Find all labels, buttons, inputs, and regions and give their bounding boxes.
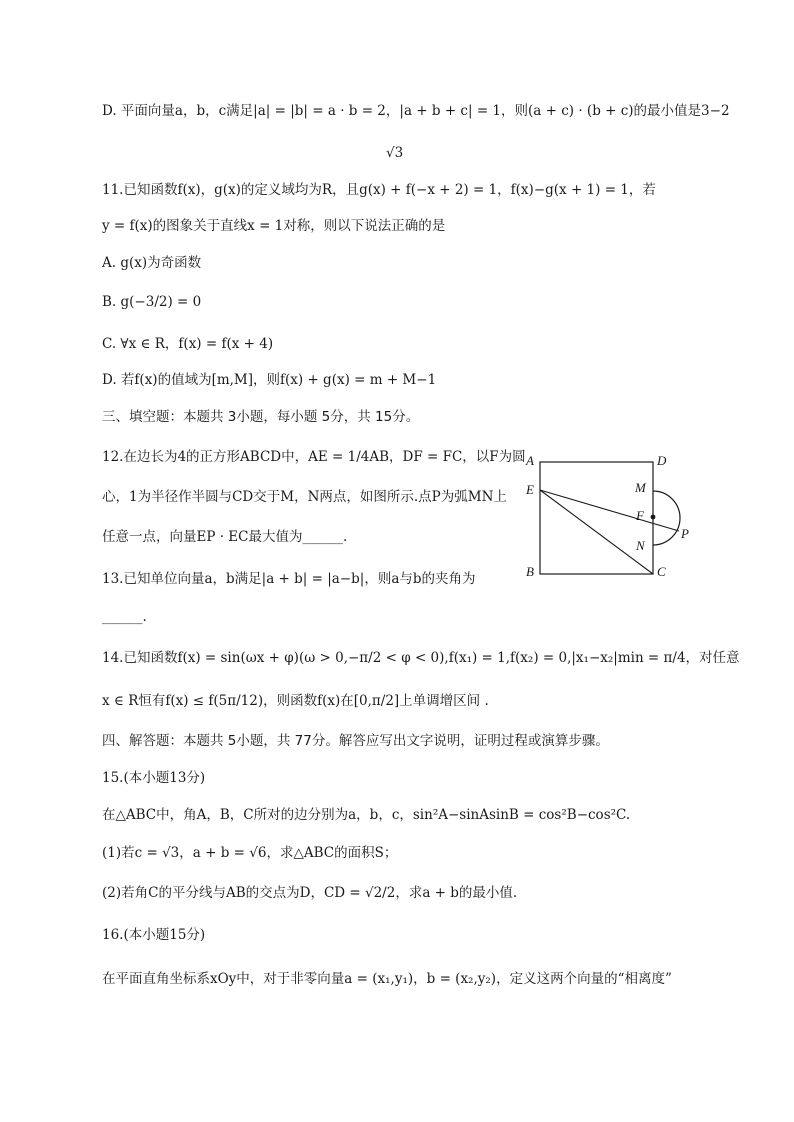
q14-stem-1: 14.已知函数f(x) = sin(ωx + φ)(ω > 0,−π/2 < φ < 0),f(x₁) = 1,f(x₂) = 0,|x₁−x₂|min = π/4，对任意 <box>102 650 740 666</box>
section-3-heading: 三、填空题：本题共 3小题，每小题 5分，共 15分。 <box>102 409 420 425</box>
label-d: D <box>657 453 667 468</box>
label-c: C <box>657 564 666 579</box>
q15-part-1: (1)若c = √3，a + b = √6，求△ABC的面积S； <box>102 845 398 861</box>
label-f: F <box>636 508 644 523</box>
q11-option-a: A. g(x)为奇函数 <box>102 255 202 271</box>
segment-ec <box>540 490 653 574</box>
q16-stem: 在平面直角坐标系xOy中，对于非零向量a = (x₁,y₁)，b = (x₂,y₂)，定义这两个向量的“相离度” <box>102 971 672 987</box>
square-figure <box>518 448 698 588</box>
q10-option-d: D. 平面向量a，b，c满足|a| = |b| = a · b = 2，|a + b + c| = 1，则(a + c) · (b + c)的最小值是3−2 <box>102 103 730 119</box>
label-m: M <box>635 480 646 495</box>
q12-stem-2: 心，1为半径作半圆与CD交于M，N两点，如图所示.点P为弧MN上 <box>102 489 507 505</box>
section-4-heading: 四、解答题：本题共 5小题，共 77分。解答应写出文字说明，证明过程或演算步骤。 <box>102 733 609 749</box>
q12-stem-1: 12.在边长为4的正方形ABCD中，AE = 1/4AB，DF = FC，以F为圆 <box>102 449 526 465</box>
q15-part-2: (2)若角C的平分线与AB的交点为D，CD = √2/2，求a + b的最小值. <box>102 885 518 901</box>
q14-stem-2: x ∈ R恒有f(x) ≤ f(5π/12)，则函数f(x)在[0,π/2]上单调增区间 . <box>102 693 489 709</box>
label-p: P <box>681 526 689 541</box>
label-a: A <box>526 453 534 468</box>
semicircle-arc <box>653 491 680 545</box>
label-b: B <box>526 564 534 579</box>
q11-option-b: B. g(−3/2) = 0 <box>102 294 202 310</box>
q11-option-c: C. ∀x ∈ R，f(x) = f(x + 4) <box>102 336 274 352</box>
label-e: E <box>526 482 534 497</box>
q11-stem-1: 11.已知函数f(x)，g(x)的定义域均为R，且g(x) + f(−x + 2) = 1，f(x)−g(x + 1) = 1，若 <box>102 182 656 198</box>
q11-stem-2: y = f(x)的图象关于直线x = 1对称，则以下说法正确的是 <box>102 218 446 234</box>
q13-stem-2: ______. <box>102 609 147 625</box>
q12-stem-3: 任意一点，向量EP · EC最大值为______. <box>102 529 348 545</box>
center-point-f <box>651 515 656 520</box>
segment-ep <box>540 490 679 531</box>
q15-heading: 15.(本小题13分) <box>102 770 206 786</box>
q10-option-d-cont: √3 <box>386 145 404 161</box>
q13-stem-1: 13.已知单位向量a，b满足|a + b| = |a−b|，则a与b的夹角为 <box>102 571 476 587</box>
q11-option-d: D. 若f(x)的值域为[m,M]，则f(x) + g(x) = m + M−1 <box>102 372 437 388</box>
q16-heading: 16.(本小题15分) <box>102 927 206 943</box>
label-n: N <box>636 538 645 553</box>
q15-stem: 在△ABC中，角A，B，C所对的边分别为a，b，c，sin²A−sinAsinB = cos²B−cos²C. <box>102 807 631 823</box>
